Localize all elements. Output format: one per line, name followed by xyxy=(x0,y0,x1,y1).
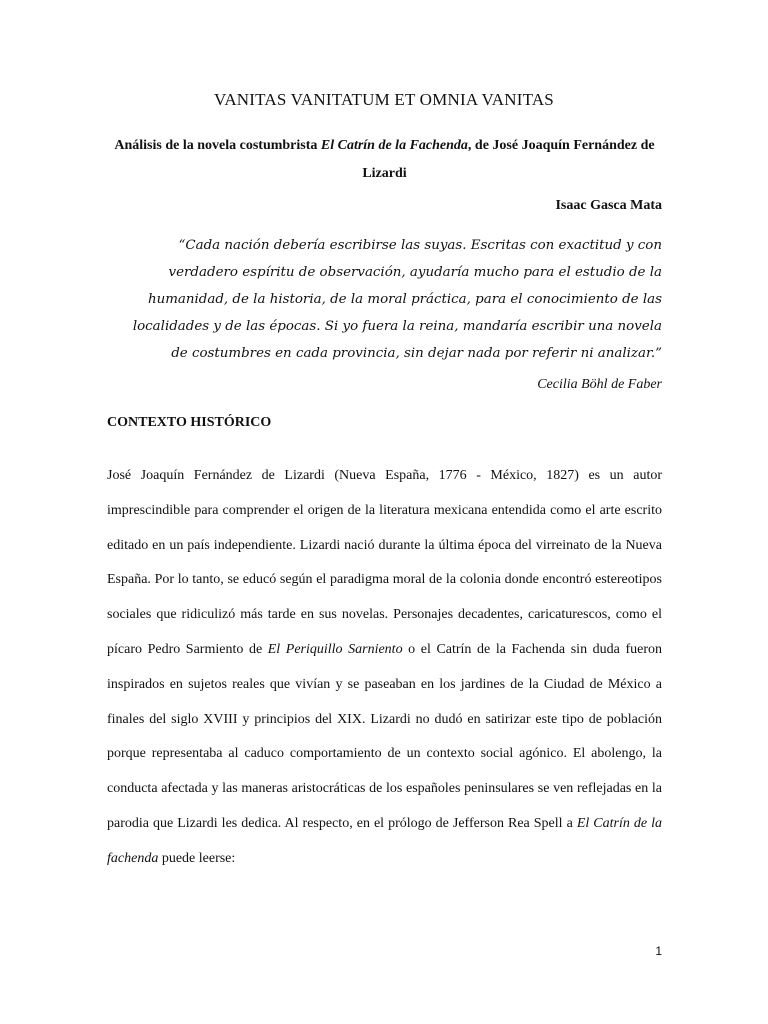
author-name: Isaac Gasca Mata xyxy=(555,198,662,213)
subtitle-suffix: , de José Joaquín Fernández de Lizardi xyxy=(362,138,655,181)
paragraph-italic-title: El Catrín de la fachenda xyxy=(107,815,662,866)
document-subtitle xyxy=(107,132,662,188)
subtitle-work-title: El Catrín de la Fachenda xyxy=(320,138,468,153)
page-number: 1 xyxy=(655,944,662,958)
paragraph-text: puede leerse: xyxy=(158,850,236,866)
subtitle-prefix: Análisis de la novela costumbrista xyxy=(114,138,321,153)
paragraph-text: José Joaquín Fernández de Lizardi (Nueva España, 1776 - México, 1827) es un autor imprescindible para comprender el origen de la literatura mexicana entendida como el arte escrito editado en un país independiente. Lizardi nació durante la última época del virreinato de la Nueva España. Por lo tanto, se educó según el paradigma moral de la colonia donde encontró estereotipos sociales que ridiculizó más tarde en sus novelas. Personajes decadentes, caricaturescos, como el pícaro Pedro Sarmiento de xyxy=(107,468,662,657)
epigraph-attribution: Cecilia Böhl de Faber xyxy=(537,377,662,392)
paragraph-text: o el Catrín de la Fachenda sin duda fueron inspirados en sujetos reales que vivían y se paseaban en los jardines de la Ciudad de México a finales del siglo XVIII y principios del XIX. Lizardi no dudó en satirizar este tipo de población porque representaba al caduco comportamiento de un contexto social agónico. El abolengo, la conducta afectada y las maneras aristocráticas de los españoles peninsulares se ven reflejadas en la parodia que Lizardi les dedica. Al respecto, en el prólogo de Jefferson Rea Spell a xyxy=(107,641,662,831)
body-paragraph xyxy=(107,459,662,877)
section-heading: CONTEXTO HISTÓRICO xyxy=(107,415,272,430)
epigraph-quote: “Cada nación debería escribirse las suyas. Escritas con exactitud y con verdadero espíritu de observación, ayudaría mucho para el estudio de la humanidad, de la historia, de la moral práctica, para el conocimiento de las localidades y de las épocas. Si yo fuera la reina, mandaría escribir una novela de costumbres en cada provincia, sin dejar nada por referir ni analizar.” xyxy=(132,238,662,361)
document-title: VANITAS VANITATUM ET OMNIA VANITAS xyxy=(214,90,554,109)
paragraph-italic-title: El Periquillo Sarniento xyxy=(267,641,403,657)
